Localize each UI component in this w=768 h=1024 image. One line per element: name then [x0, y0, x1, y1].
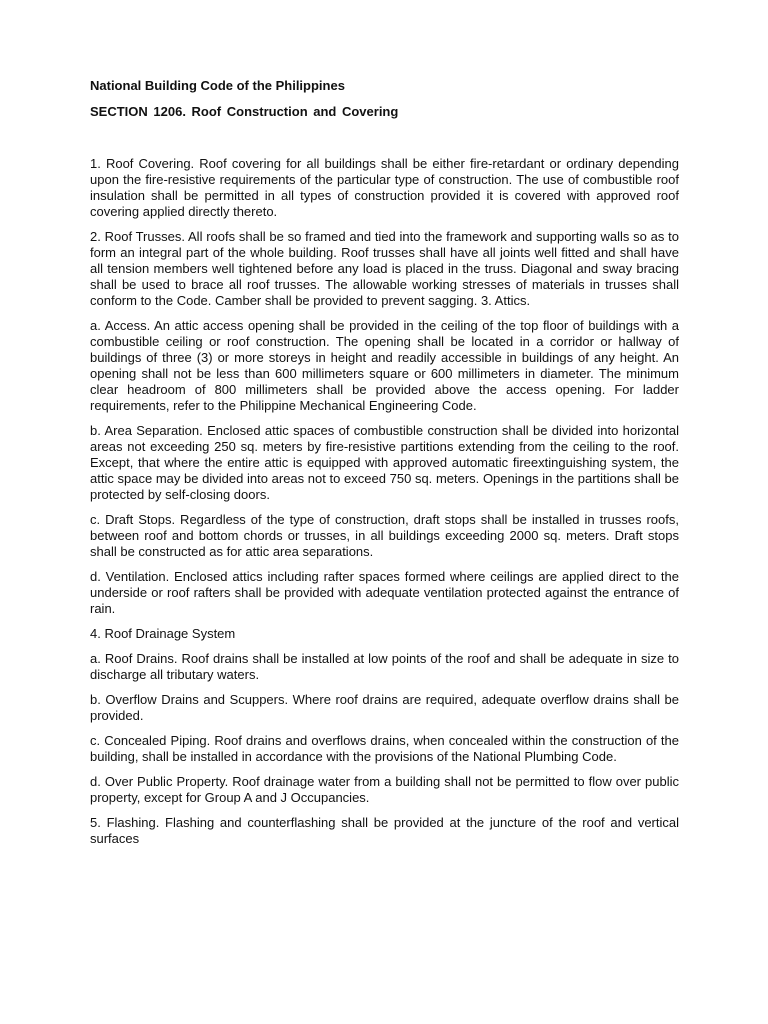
paragraph-attic-access: a. Access. An attic access opening shall be provided in the ceiling of the top floor of buildings with a combustible ceiling or roof construction. The opening shall be located in a corridor or hallway of buildings of three (3) or more storeys in height and readily accessible in buildings of any height. An opening shall not be less than 600 millimeters square or 600 millimeters in diameter. The minimum clear headroom of 800 millimeters shall be provided above the access opening. For ladder requirements, refer to the Philippine Mechanical Engineering Code.	[90, 318, 679, 413]
paragraph-roof-drainage-heading: 4. Roof Drainage System	[90, 626, 236, 641]
paragraph-draft-stops: c. Draft Stops. Regardless of the type of construction, draft stops shall be installed in trusses roofs, between roof and bottom chords or trusses, in all buildings exceeding 2000 sq. meters. Draft stops shall be constructed as for attic area separations.	[90, 512, 679, 559]
paragraph-public-property: d. Over Public Property. Roof drainage water from a building shall not be permitted to flow over public property, except for Group A and J Occupancies.	[90, 774, 679, 805]
paragraph-roof-covering: 1. Roof Covering. Roof covering for all buildings shall be either fire-retardant or ordinary depending upon the fire-resistive requirements of the particular type of construction. The use of combustible roof insulation shall be permitted in all types of construction provided it is covered with approved roof covering applied directly thereto.	[90, 156, 679, 219]
paragraph-roof-drains: a. Roof Drains. Roof drains shall be installed at low points of the roof and shall be adequate in size to discharge all tributary waters.	[90, 651, 679, 682]
document-page	[90, 78, 679, 856]
paragraph-concealed-piping: c. Concealed Piping. Roof drains and overflows drains, when concealed within the construction of the building, shall be installed in accordance with the provisions of the National Plumbing Code.	[90, 733, 679, 764]
paragraph-ventilation: d. Ventilation. Enclosed attics including rafter spaces formed where ceilings are applied direct to the underside or roof rafters shall be provided with adequate ventilation protected against the entrance of rain.	[90, 569, 679, 616]
paragraph-flashing: 5. Flashing. Flashing and counterflashing shall be provided at the juncture of the roof and vertical surfaces	[90, 815, 679, 846]
paragraph-roof-trusses: 2. Roof Trusses. All roofs shall be so framed and tied into the framework and supporting walls so as to form an integral part of the whole building. Roof trusses shall have all joints well fitted and shall have all tension members well tightened before any load is placed in the truss. Diagonal and sway bracing shall be used to brace all roof trusses. The allowable working stresses of materials in trusses shall conform to the Code. Camber shall be provided to prevent sagging. 3. Attics.	[90, 229, 679, 308]
document-title: National Building Code of the Philippines	[90, 78, 345, 93]
paragraph-overflow-drains: b. Overflow Drains and Scuppers. Where roof drains are required, adequate overflow drains shall be provided.	[90, 692, 679, 723]
paragraph-area-separation: b. Area Separation. Enclosed attic spaces of combustible construction shall be divided into horizontal areas not exceeding 250 sq. meters by fire-resistive partitions extending from the ceiling to the roof. Except, that where the entire attic is equipped with approved automatic fireextinguishing system, the attic space may be divided into areas not to exceed 750 sq. meters. Openings in the partitions shall be protected by self-closing doors.	[90, 423, 679, 502]
section-heading: SECTION 1206. Roof Construction and Covering	[90, 104, 399, 119]
